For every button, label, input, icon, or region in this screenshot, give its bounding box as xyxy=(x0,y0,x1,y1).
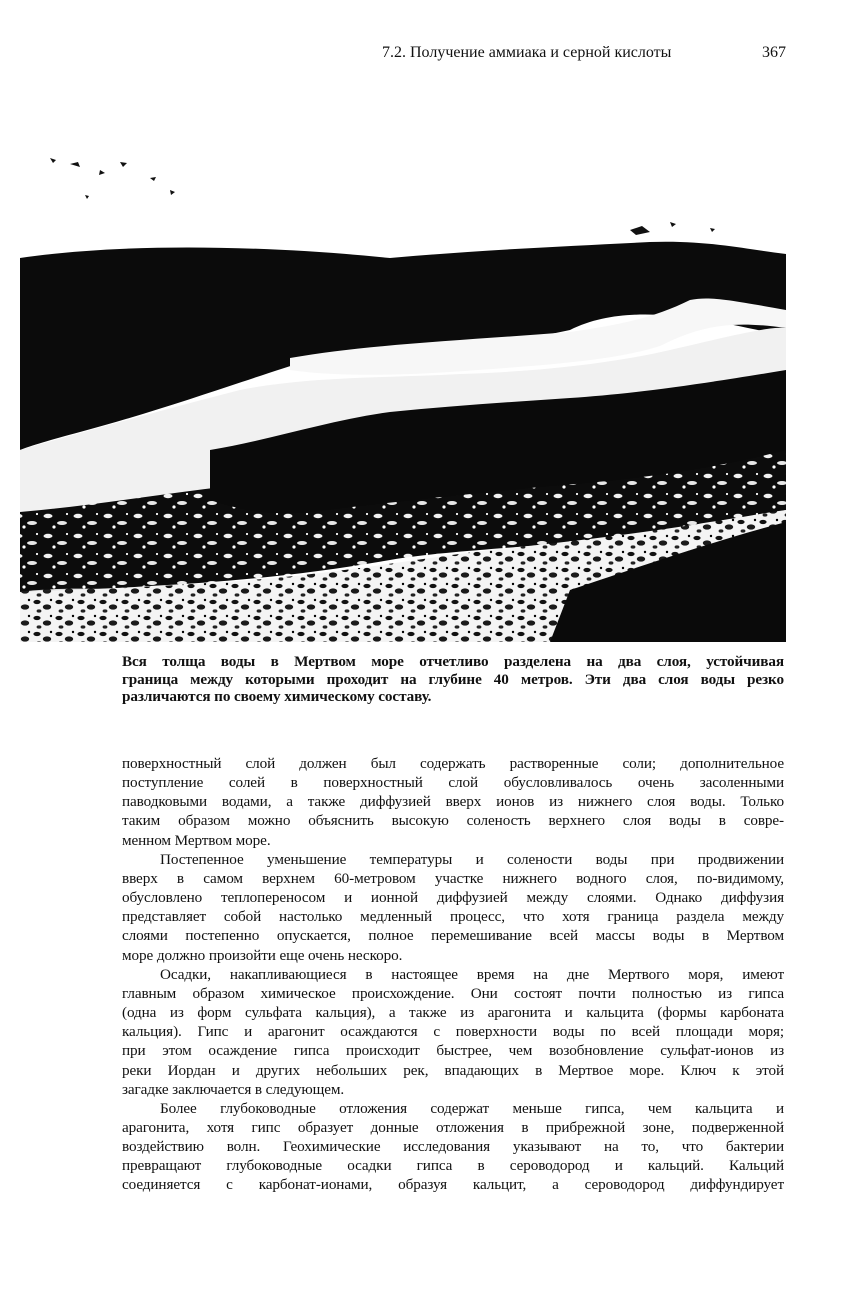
text-line: вверх в самом верхнем 60-метровом участке нижнего водного слоя, по-видимому, xyxy=(122,869,784,887)
text-line: слоями постепенно опускается, полное перемешивание всей массы воды в Мертвом xyxy=(122,927,784,945)
text-line: превращают глубоководные осадки гипса в сероводород и кальций. Кальций xyxy=(122,1157,784,1175)
shoreline-landscape-image xyxy=(10,150,786,642)
text-line: таким образом можно объяснить высокую соленость верхнего слоя воды в совре- xyxy=(122,812,784,830)
paragraph-1 xyxy=(122,754,784,850)
caption-line: Вся толща воды в Мертвом море отчетливо разделена на два слоя, устойчивая xyxy=(122,653,784,670)
text-line: паводковыми водами, а также диффузией вверх ионов из нижнего слоя воды. Только xyxy=(122,793,784,811)
text-line: Постепенное уменьшение температуры и солености воды при продвижении xyxy=(160,850,784,868)
text-line: при этом осаждение гипса происходит быстрее, чем возобновление сульфат-ионов из xyxy=(122,1042,784,1060)
text-line: загадке заключается в следующем. xyxy=(122,1080,345,1098)
text-line: соединяется с карбонат-ионами, образуя кальцит, а сероводород диффундирует xyxy=(122,1176,784,1194)
page-number: 367 xyxy=(762,44,786,61)
text-line: менном Мертвом море. xyxy=(122,831,271,849)
caption-line: граница между которыми проходит на глубине 40 метров. Эти два слоя воды резко xyxy=(122,670,784,688)
running-head-title: 7.2. Получение аммиака и серной кислоты xyxy=(382,44,672,61)
text-line: поступление солей в поверхностный слой обусловливалось очень засоленными xyxy=(122,774,784,792)
figure-caption xyxy=(122,653,784,706)
text-line: представляет собой настолько медленный процесс, что хотя граница раздела между xyxy=(122,908,784,926)
body-text xyxy=(122,754,784,1195)
text-line: воздействию волн. Геохимические исследования указывают на то, что бактерии xyxy=(122,1138,784,1156)
text-line: обусловлено теплопереносом и ионной диффузией между слоями. Однако диффузия xyxy=(122,889,784,907)
caption-line: различаются по своему химическому составу. xyxy=(122,688,432,706)
paragraph-3 xyxy=(122,965,784,1099)
text-line: (одна из форм сульфата кальция), а также из арагонита и кальцита (формы карбоната xyxy=(122,1004,784,1022)
paragraph-4 xyxy=(122,1099,784,1195)
text-line: арагонита, хотя гипс образует донные отложения в прибрежной зоне, подверженной xyxy=(122,1118,784,1136)
text-line: Осадки, накапливающиеся в настоящее время на дне Мертвого моря, имеют xyxy=(160,965,784,983)
text-line: главным образом химическое происхождение. Они состоят почти полностью из гипса xyxy=(122,984,784,1002)
text-line: реки Иордан и других небольших рек, впадающих в Мертвое море. Ключ к этой xyxy=(122,1061,784,1079)
text-line: Более глубоководные отложения содержат меньше гипса, чем кальцита и xyxy=(160,1099,784,1117)
running-head xyxy=(382,44,786,68)
text-line: поверхностный слой должен был содержать растворенные соли; дополнительное xyxy=(122,755,784,772)
text-line: море должно произойти еще очень нескоро. xyxy=(122,946,403,964)
paragraph-2 xyxy=(122,850,784,965)
text-line: кальция). Гипс и арагонит осаждаются с поверхности воды по всей площади моря; xyxy=(122,1023,784,1041)
dead-sea-photo xyxy=(10,150,786,642)
